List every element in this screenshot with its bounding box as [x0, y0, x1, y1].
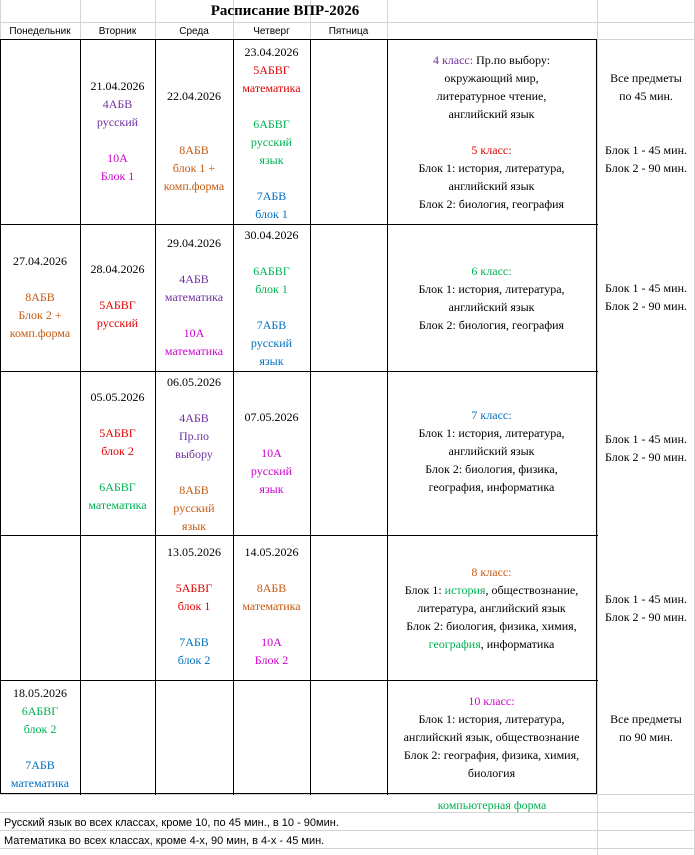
cell-line: язык — [181, 519, 207, 533]
cell-line — [233, 169, 310, 187]
cell-line: русский — [250, 464, 293, 478]
row-border — [1, 224, 598, 225]
info-line — [387, 159, 596, 177]
info-text: 10 класс: — [468, 694, 515, 708]
info-text: биология — [467, 766, 516, 780]
class-subjects-info — [387, 563, 596, 653]
info-text: английский язык — [448, 444, 535, 458]
schedule-cell — [155, 543, 233, 669]
info-line — [387, 764, 596, 782]
duration-line: Блок 2 - 90 мин. — [605, 610, 687, 624]
legend-computer-form: компьютерная форма — [437, 798, 547, 812]
exam-date: 21.04.2026 — [90, 79, 145, 93]
cell-line: Блок 2 + — [18, 308, 62, 322]
duration-note — [597, 590, 695, 626]
duration-line: Все предметы — [610, 71, 682, 85]
column-border — [310, 40, 311, 795]
cell-line: блок 1 — [255, 282, 288, 296]
info-line — [387, 442, 596, 460]
schedule-cell — [0, 684, 80, 792]
duration-line: Все предметы — [610, 712, 682, 726]
cell-line: комп.форма — [9, 326, 71, 340]
cell-line: комп.форма — [163, 179, 225, 193]
cell-line: язык — [259, 153, 284, 167]
schedule-cell — [155, 87, 233, 195]
cell-line: 6АБВГ — [99, 480, 136, 494]
cell-line: 7АБВ — [25, 758, 55, 772]
cell-line — [155, 561, 233, 579]
info-line — [387, 581, 596, 599]
info-text: Блок 1: история, литература, — [418, 426, 565, 440]
exam-date: 28.04.2026 — [90, 262, 145, 276]
cell-line — [233, 615, 310, 633]
page-title: Расписание ВПР-2026 — [210, 3, 360, 19]
cell-line — [155, 306, 233, 324]
cell-line: 5АБВГ — [99, 426, 136, 440]
cell-line — [80, 278, 155, 296]
info-line — [387, 635, 596, 653]
cell-line: 4АБВ — [102, 97, 133, 111]
info-text: география — [428, 637, 481, 651]
info-line — [387, 599, 596, 617]
info-text: литература, английский язык — [417, 601, 566, 615]
exam-date: 23.04.2026 — [244, 45, 299, 59]
info-line — [387, 69, 596, 87]
schedule-cell — [0, 252, 80, 342]
cell-line: 10А — [261, 635, 282, 649]
cell-line — [155, 123, 233, 141]
exam-date: 29.04.2026 — [167, 236, 221, 250]
cell-line: русский — [96, 115, 139, 129]
cell-line: русский — [173, 501, 215, 515]
footer-note-math: Математика во всех классах, кроме 4-х, 90 мин, в 4-х - 45 мин. — [4, 835, 325, 847]
class-subjects-info — [387, 692, 596, 782]
duration-line: Блок 2 - 90 мин. — [605, 299, 687, 313]
cell-line: 5АБВГ — [175, 581, 213, 595]
info-text: английский язык — [448, 300, 535, 314]
day-header: Пятница — [328, 26, 369, 37]
info-line — [387, 316, 596, 334]
info-text: Блок 2: биология, география — [418, 197, 565, 211]
day-header: Четверг — [253, 26, 290, 37]
exam-date: 18.05.2026 — [13, 686, 67, 700]
exam-date: 14.05.2026 — [244, 545, 299, 559]
duration-line: Блок 2 - 90 мин. — [605, 450, 687, 464]
info-text: английский язык, обществознание — [403, 730, 580, 744]
cell-line: 7АБВ — [256, 318, 287, 332]
duration-line: по 45 мин. — [619, 89, 673, 103]
info-text: , обществознание, — [485, 583, 579, 597]
info-text: английский язык — [448, 107, 535, 121]
info-text: Пр.по выбору: — [476, 53, 551, 67]
class-subjects-info — [387, 51, 596, 213]
info-line — [387, 141, 596, 159]
class-subjects-info — [387, 262, 596, 334]
cell-line: 4АБВ — [179, 272, 209, 286]
day-header: Понедельник — [9, 26, 71, 37]
info-text: английский язык — [448, 179, 535, 193]
cell-line — [233, 244, 310, 262]
info-text: окружающий мир, — [444, 71, 539, 85]
footer-note-russian: Русский язык во всех классах, кроме 10, по 45 мин., в 10 - 90мин. — [4, 817, 339, 829]
schedule-cell — [80, 77, 155, 185]
info-line — [387, 478, 596, 496]
cell-line — [155, 252, 233, 270]
cell-line: русский — [96, 316, 139, 330]
cell-line: блок 2 — [101, 444, 134, 458]
cell-line: математика — [164, 290, 224, 304]
cell-line: 8АБВ — [179, 143, 209, 157]
cell-line: 8АБВ — [179, 483, 209, 497]
cell-line — [80, 460, 155, 478]
cell-line: блок 2 — [23, 722, 57, 736]
cell-line — [233, 426, 310, 444]
info-text: Блок 1: — [404, 583, 445, 597]
info-line — [387, 51, 596, 69]
info-line — [387, 177, 596, 195]
duration-note — [597, 430, 695, 466]
schedule-cell — [80, 260, 155, 332]
cell-line: Пр.по — [178, 429, 210, 443]
info-line — [387, 692, 596, 710]
cell-line: 5АБВГ — [99, 298, 136, 312]
cell-line: 10А — [261, 446, 282, 460]
cell-line: русский — [250, 336, 293, 350]
info-text: литературное чтение, — [436, 89, 547, 103]
cell-line — [80, 406, 155, 424]
info-line — [387, 563, 596, 581]
info-line — [387, 123, 596, 141]
info-text: Блок 1: история, литература, — [418, 282, 565, 296]
cell-line: 4АБВ — [179, 411, 209, 425]
duration-line: Блок 1 - 45 мин. — [605, 592, 687, 606]
info-line — [387, 728, 596, 746]
info-line — [387, 710, 596, 728]
cell-line — [233, 298, 310, 316]
info-text: 7 класс: — [471, 408, 512, 422]
duration-note — [597, 710, 695, 746]
info-text: Блок 2: биология, физика, химия, — [406, 619, 577, 633]
cell-line — [0, 270, 80, 288]
cell-line — [80, 131, 155, 149]
duration-line — [597, 105, 695, 123]
cell-line: 6АБВГ — [253, 264, 290, 278]
cell-line: русский — [250, 135, 293, 149]
cell-line — [233, 561, 310, 579]
cell-line: математика — [88, 498, 147, 512]
cell-line: блок 1 — [177, 599, 211, 613]
schedule-cell — [80, 388, 155, 514]
row-border — [1, 680, 598, 681]
schedule-cell — [233, 408, 310, 498]
info-text: 8 класс: — [471, 565, 512, 579]
duration-line: Блок 1 - 45 мин. — [605, 432, 687, 446]
cell-line: блок 2 — [177, 653, 211, 667]
info-line — [387, 424, 596, 442]
cell-line: 5АБВГ — [253, 63, 290, 77]
cell-line: 10А — [183, 326, 205, 340]
cell-line: язык — [259, 354, 284, 368]
info-line — [387, 105, 596, 123]
info-text: Блок 1: история, литература, — [418, 161, 565, 175]
exam-date: 05.05.2026 — [90, 390, 145, 404]
info-line — [387, 87, 596, 105]
info-line — [387, 746, 596, 764]
schedule-cell — [233, 543, 310, 669]
schedule-cell — [155, 373, 233, 535]
info-text: Блок 1: история, литература, — [418, 712, 565, 726]
duration-note — [597, 69, 695, 177]
grid-line — [0, 22, 695, 23]
cell-line: математика — [242, 81, 301, 95]
cell-line: 10А — [107, 151, 128, 165]
cell-line — [155, 391, 233, 409]
cell-line: выбору — [175, 447, 213, 461]
info-line — [387, 262, 596, 280]
info-text: 6 класс: — [471, 264, 512, 278]
info-line — [387, 280, 596, 298]
cell-line: 7АБВ — [256, 189, 287, 203]
duration-line: Блок 1 - 45 мин. — [605, 143, 687, 157]
grid-line — [0, 794, 695, 795]
exam-date: 22.04.2026 — [167, 89, 221, 103]
cell-line — [155, 463, 233, 481]
info-text: Блок 2: биология, география — [418, 318, 565, 332]
day-header: Среда — [179, 26, 209, 37]
info-text: , информатика — [480, 637, 555, 651]
info-text: Блок 2: биология, физика, — [425, 462, 558, 476]
exam-date: 27.04.2026 — [13, 254, 67, 268]
info-text: история — [444, 583, 486, 597]
cell-line: Блок 1 — [100, 169, 135, 183]
cell-line: 8АБВ — [256, 581, 287, 595]
cell-line: математика — [242, 599, 301, 613]
cell-line — [233, 97, 310, 115]
cell-line: 8АБВ — [25, 290, 55, 304]
schedule-cell — [233, 226, 310, 370]
info-text: 4 класс: — [432, 53, 477, 67]
schedule-cell — [155, 234, 233, 360]
duration-line: Блок 2 - 90 мин. — [605, 161, 687, 175]
duration-line — [597, 123, 695, 141]
cell-line: Блок 2 — [254, 653, 289, 667]
duration-note — [597, 279, 695, 315]
exam-date: 06.05.2026 — [167, 375, 221, 389]
cell-line: 6АБВГ — [21, 704, 59, 718]
cell-line: блок 1 — [255, 207, 288, 221]
info-line — [387, 195, 596, 213]
info-text: 5 класс: — [471, 143, 512, 157]
day-header: Вторник — [98, 26, 137, 37]
info-text: Блок 2: география, физика, химия, — [403, 748, 580, 762]
row-border — [1, 535, 598, 536]
duration-line: по 90 мин. — [619, 730, 673, 744]
info-line — [387, 460, 596, 478]
cell-line — [155, 615, 233, 633]
cell-line: блок 1 + — [172, 161, 216, 175]
cell-line: 6АБВГ — [253, 117, 290, 131]
cell-line — [0, 738, 80, 756]
schedule-cell — [233, 43, 310, 223]
cell-line: математика — [10, 776, 70, 790]
cell-line: математика — [164, 344, 224, 358]
row-border — [1, 371, 598, 372]
info-line — [387, 617, 596, 635]
exam-date: 13.05.2026 — [167, 545, 221, 559]
info-text: география, информатика — [428, 480, 555, 494]
duration-line: Блок 1 - 45 мин. — [605, 281, 687, 295]
cell-line — [155, 105, 233, 123]
exam-date: 07.05.2026 — [244, 410, 299, 424]
cell-line: 7АБВ — [179, 635, 209, 649]
info-line — [387, 298, 596, 316]
exam-date: 30.04.2026 — [244, 228, 299, 242]
info-line — [387, 406, 596, 424]
class-subjects-info — [387, 406, 596, 496]
cell-line: язык — [259, 482, 284, 496]
